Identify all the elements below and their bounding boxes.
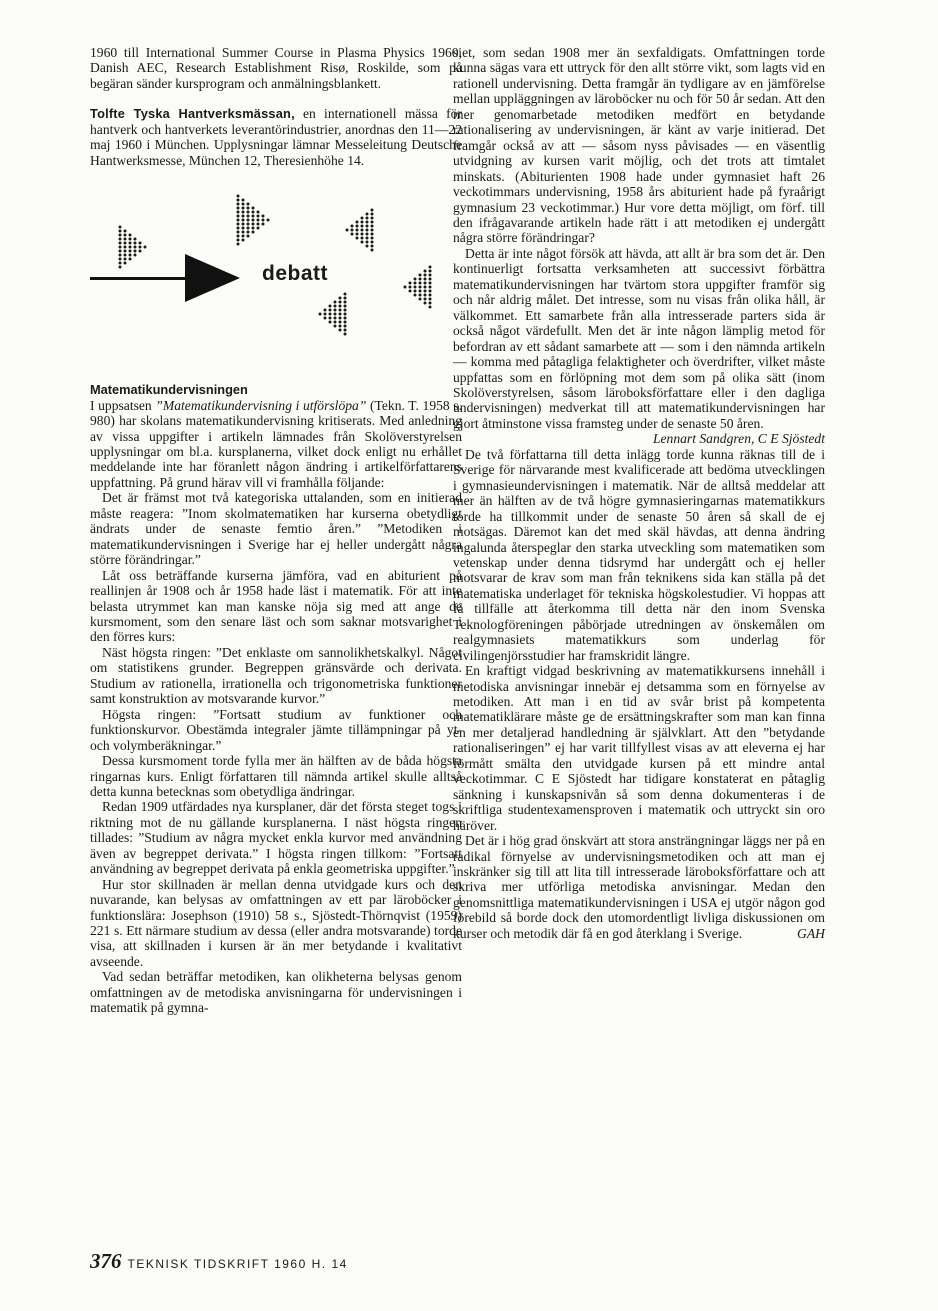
- dot: [237, 235, 240, 238]
- dot: [414, 278, 417, 281]
- article-para-3: Låt oss beträffande kurserna jämföra, vad en abiturient på reallinjen år 1908 och år 1958 hade läst i matematik. För att inte belasta utrymmet kan man kanske nöja sig med att ange de kursmoment, som den senare läst och som saknar motsvarighet i den förres kurs:: [90, 567, 462, 645]
- debatt-label: debatt: [262, 262, 328, 286]
- dot: [356, 233, 359, 236]
- dot: [134, 250, 137, 253]
- article-para-6: Dessa kursmoment torde fylla mer än hälften av de båda högsta ringarnas kurs. Enligt författaren till nämnda artikel skulle alltså detta kunna betecknas som obetydliga ändringar.: [90, 753, 462, 799]
- dot: [119, 238, 122, 241]
- dot: [329, 305, 332, 308]
- dot: [247, 215, 250, 218]
- dot: [124, 230, 127, 233]
- dot-cluster: [346, 209, 374, 252]
- dot: [344, 301, 347, 304]
- dot: [366, 245, 369, 248]
- dot: [237, 227, 240, 230]
- dot: [252, 207, 255, 210]
- article-para-8: Hur stor skillnaden är mellan denna utvidgade kurs och den nuvarande, kan belysas av omfattningen av ett par läroböcker i funktionslära: Josephson (1910) 58 s., Sjöstedt-Thörnqvist (1959) 221 s. Ett närmare studium av dessa (eller andra motsvarande) torde visa, att skillnaden i kursen är än mer betydande i kvalitativt avseende.: [90, 876, 462, 969]
- dot: [334, 301, 337, 304]
- dot: [339, 317, 342, 320]
- dot: [371, 213, 374, 216]
- dot: [361, 233, 364, 236]
- dot: [344, 325, 347, 328]
- dot: [356, 229, 359, 232]
- dot: [429, 290, 432, 293]
- dot: [124, 246, 127, 249]
- dot: [334, 313, 337, 316]
- dot: [247, 211, 250, 214]
- dot: [339, 305, 342, 308]
- dot: [237, 203, 240, 206]
- dot-cluster: [237, 195, 270, 246]
- dot: [139, 246, 142, 249]
- journal-name: TEKNISK TIDSKRIFT 1960 H. 14: [127, 1257, 348, 1271]
- article-para-5: Högsta ringen: ”Fortsatt studium av funktioner och funktionskurvor. Obestämda integraler jämte tillämpningar på yt- och volymberäkningar.”: [90, 706, 462, 753]
- dot: [424, 298, 427, 301]
- course-notice: 1960 till International Summer Course in Plasma Physics 1960, Danish AEC, Research Establishment Risø, Roskilde, som på begäran sänder kursprogram och anmälningsblankett.: [90, 45, 462, 91]
- dot: [257, 227, 260, 230]
- dot: [237, 215, 240, 218]
- article-para-2: Det är främst mot två kategoriska uttalanden, som en initierad måste reagera: ”Inom skolmatematiken har kurserna obetydligt ändrats under de senaste femtio åren.” ”Metodiken i matematikundervisningen i Sverige har ej heller undergått några större förändringar.”: [90, 490, 462, 568]
- dot: [419, 290, 422, 293]
- editor-signature: GAH: [797, 925, 825, 941]
- dot: [371, 225, 374, 228]
- dot: [366, 229, 369, 232]
- article-para-4: Näst högsta ringen: ”Det enklaste om sannolikhetskalkyl. Något om statistikens grunder. Begreppen gränsvärde och derivata. Studium av rationella, irrationella och trigonometriska funktioner samt konstruktion av motsvarande kurvor.”: [90, 644, 462, 707]
- dot: [344, 309, 347, 312]
- dot: [119, 234, 122, 237]
- dot: [361, 237, 364, 240]
- dot: [371, 237, 374, 240]
- dot: [419, 294, 422, 297]
- dot-cluster: [119, 226, 147, 269]
- dot: [139, 250, 142, 253]
- dot: [242, 235, 245, 238]
- dot: [346, 229, 349, 232]
- dot: [424, 290, 427, 293]
- dot: [404, 286, 407, 289]
- dot: [351, 225, 354, 228]
- dot: [361, 225, 364, 228]
- dot: [119, 226, 122, 229]
- dot: [247, 207, 250, 210]
- dot: [324, 313, 327, 316]
- reply-para-3: Det är i hög grad önskvärt att stora ansträngningar läggs ner på en radikal förnyelse av undervisningsmetodiken och att man ej inskränker sig till att lita till intresserade läroboksförfattare och att skriva mer utförliga metodiska anvisningar. Medan den genomsnittliga matematikundervisningen i USA ej utgör någon god förebild så borde dock den utomordentligt livliga diskussionen om kurser och metodik där få en god återklang i Sverige. GAH: [453, 833, 825, 941]
- arrow-shaft: [90, 277, 190, 280]
- dot: [344, 329, 347, 332]
- article-continued: siet, som sedan 1908 mer än sexfaldigats. Omfattningen torde kunna sägas vara ett uttryck för den allt större vikt, som lagts vid en rationell undervisning. Detta framgår än tydligare av en jämförelse mellan uppläggningen av läroböcker nu och för 50 år sedan. Att den mer genomarbetade metodiken medfört en betydande rationalisering av undervisningen, är känt av varje initierad. Det framgår också av att — såsom nyss påvisades — en väsentlig utvidgning av kursen varit möjlig, och det trots att timtalet minskats. (Abiturienten 1908 hade under gymnasiet haft 26 veckotimmars undervisning, 1958 års abiturient hade på fyraårigt gymnasium 23 veckotimmar.) Hur vore detta möjligt, om förf. till den ifrågavarande artikeln hade rätt i att metodiken ej undergått några större förändringar?: [453, 45, 825, 246]
- dot: [344, 333, 347, 336]
- dot: [252, 223, 255, 226]
- dot: [242, 203, 245, 206]
- section-title: Matematikundervisningen: [90, 382, 248, 398]
- dot: [424, 302, 427, 305]
- page-number: 376: [90, 1249, 122, 1273]
- article-para-1: I uppsatsen ”Matematikundervisning i utförslöpa” (Tekn. T. 1958 s. 980) har skolans matematikundervisning kritiserats. Med anledning av vissa uppgifter i artikeln lämnades från Skolöverstyrelsen upplysningar om bl.a. kursplanerna, vilket dock enligt nu erhållet meddelande inte har föranlett någon ändring i artikelförfattarens uppfattning. På grund härav vill vi framhålla följande:: [90, 397, 463, 490]
- dot: [339, 301, 342, 304]
- dot: [351, 229, 354, 232]
- dot: [339, 325, 342, 328]
- dot: [129, 246, 132, 249]
- dot: [429, 274, 432, 277]
- dot: [424, 282, 427, 285]
- dot: [366, 213, 369, 216]
- dot-cluster: [404, 266, 432, 309]
- dot: [356, 225, 359, 228]
- dot: [129, 250, 132, 253]
- dot: [242, 215, 245, 218]
- dot: [267, 219, 270, 222]
- dot: [344, 313, 347, 316]
- dot: [262, 215, 265, 218]
- dot: [371, 229, 374, 232]
- dot: [237, 207, 240, 210]
- dot: [334, 321, 337, 324]
- dot: [242, 211, 245, 214]
- dot: [124, 234, 127, 237]
- dot: [237, 243, 240, 246]
- dot: [237, 211, 240, 214]
- dot: [119, 242, 122, 245]
- dot: [361, 221, 364, 224]
- dot: [424, 294, 427, 297]
- dot: [361, 229, 364, 232]
- dot: [124, 258, 127, 261]
- dot: [429, 298, 432, 301]
- left-column: [90, 45, 462, 1016]
- debatt-banner: [90, 182, 462, 372]
- dot: [237, 223, 240, 226]
- dot: [371, 249, 374, 252]
- page-footer: [90, 1249, 348, 1274]
- dot: [124, 250, 127, 253]
- dot: [242, 227, 245, 230]
- dot: [242, 199, 245, 202]
- dot: [371, 241, 374, 244]
- dot: [257, 215, 260, 218]
- dot: [119, 230, 122, 233]
- dot: [329, 313, 332, 316]
- dot: [371, 221, 374, 224]
- dot: [262, 219, 265, 222]
- dot: [429, 282, 432, 285]
- dot: [324, 317, 327, 320]
- dot: [339, 313, 342, 316]
- dot: [119, 258, 122, 261]
- dot: [237, 199, 240, 202]
- dot: [129, 258, 132, 261]
- dot: [334, 317, 337, 320]
- dot: [242, 239, 245, 242]
- dot-cluster: [319, 293, 347, 336]
- dot: [329, 309, 332, 312]
- dot: [237, 239, 240, 242]
- dot: [329, 321, 332, 324]
- dot: [371, 233, 374, 236]
- dot: [344, 321, 347, 324]
- dot: [339, 321, 342, 324]
- article-para-7: Redan 1909 utfärdades nya kursplaner, där det första steget togs i riktning mot de nu gällande kursplanerna. I näst högsta ringen tillades: ”Studium av några mycket enkla kurvor med användning även av begreppet derivata.” I högsta ringen tillkom: ”Fortsatt användning av begreppet derivata på enkla geometriska uppgifter.”: [90, 799, 462, 877]
- dot: [252, 211, 255, 214]
- dot: [119, 246, 122, 249]
- dot: [134, 242, 137, 245]
- reply-para-2: En kraftigt vidgad beskrivning av matematikkursens innehåll i metodiska anvisningar innebär ej detsamma som en förnyelse av metodiken. Att man i en tid av svår brist på kompetenta matematiklärare måste ge de ersättningskrafter som man kan finna en mer detaljerad handledning är självklart. Att den ”betydande rationaliseringen” ej har varit tillfyllest visas av att eleverna ej har förmått smälta den utvidgade kursen på ett mindre antal veckotimmar. C E Sjöstedt har tidigare konstaterat en påtaglig sänkning i kunskapsnivån så som denna dokumenteras i de skriftliga studentexamensproven i matematik och uttryckt sin oro häröver.: [453, 663, 825, 833]
- dot: [429, 270, 432, 273]
- dot: [344, 293, 347, 296]
- dot: [429, 294, 432, 297]
- dot: [334, 325, 337, 328]
- dot: [344, 297, 347, 300]
- dot: [344, 317, 347, 320]
- dot: [119, 250, 122, 253]
- dot: [356, 221, 359, 224]
- dot: [419, 286, 422, 289]
- dot: [429, 302, 432, 305]
- dot: [424, 270, 427, 273]
- dot: [366, 241, 369, 244]
- dot: [247, 219, 250, 222]
- dot: [242, 231, 245, 234]
- dot: [366, 233, 369, 236]
- dot: [237, 219, 240, 222]
- dot: [119, 254, 122, 257]
- dot: [124, 242, 127, 245]
- reply-para-1: De två författarna till detta inlägg torde kunna räknas till de i Sverige för närvarande mest kvalificerade att bedöma utvecklingen i gymnasieundervisningen i matematik. När de alltså meddelar att mer än hälften av de två högre gymnasieringarnas matematikkurs torde ha tillkommit under de senaste 50 åren så skall de ej motsägas. Däremot kan det med skäl hävdas, att denna ändring ingalunda återspeglar den starka utveckling som matematiken som vetenskap under denna tidsrymd har undergått och ej heller motsvarar de krav som man från teknikens sida kan ställa på det matematiska underlaget för tekniska högskolestudier. Vi hoppas att få tillfälle att återkomma till detta när den inom Svenska Teknologföreningen påbörjade utredningen av önskemålen om realgymnasiets matematikkurs som underlag för civilingenjörsstudier har framskridit längre.: [453, 446, 825, 663]
- right-column: [453, 45, 825, 941]
- dot: [247, 203, 250, 206]
- dot: [324, 309, 327, 312]
- dot: [424, 278, 427, 281]
- dot: [429, 278, 432, 281]
- dot: [366, 225, 369, 228]
- dot: [361, 241, 364, 244]
- dot: [134, 238, 137, 241]
- dot: [129, 254, 132, 257]
- fair-title: Tolfte Tyska Hantverksmässan,: [90, 106, 295, 122]
- dot: [124, 238, 127, 241]
- dot: [144, 246, 147, 249]
- article-para-9: Vad sedan beträffar metodiken, kan olikheterna belysas genom omfattningen av de metodiska anvisningarna för undervisningen i matematik på gymna-: [90, 969, 462, 1016]
- dot: [247, 235, 250, 238]
- dot: [371, 245, 374, 248]
- dot: [252, 215, 255, 218]
- dot: [252, 227, 255, 230]
- dot: [247, 227, 250, 230]
- dot: [242, 219, 245, 222]
- dot: [366, 217, 369, 220]
- dot: [237, 195, 240, 198]
- dot: [242, 223, 245, 226]
- dot: [334, 305, 337, 308]
- dot: [424, 286, 427, 289]
- dot: [119, 262, 122, 265]
- dot: [124, 262, 127, 265]
- dot: [409, 282, 412, 285]
- dot: [257, 223, 260, 226]
- dot: [361, 217, 364, 220]
- dot: [319, 313, 322, 316]
- dot: [134, 254, 137, 257]
- dot: [339, 329, 342, 332]
- dot: [119, 266, 122, 269]
- dot: [139, 242, 142, 245]
- dot: [247, 231, 250, 234]
- arrow-head: [185, 254, 240, 302]
- article-para-10: Detta är inte något försök att hävda, att allt är bra som det är. Den kontinuerligt fortsatta verksamheten att successivt förbättra matematikundervisningen har tvärtom stora uppgifter framför sig och når aldrig målet. Det intresse, som nu visas från olika håll, är välkommet. Ett samarbete från alla intresserade parters sida är också något värdefullt. Men det är inte någon lämplig metod för befordran av ett sådant samarbete att — som i den nämnda artikeln — komma med påtagliga felaktigheter och överdrifter, vilket måste uppfattas som en förlöpning mot dem som på olika sätt (inom Skolöverstyrelsen, såsom läroboksförfattare eller i den dagliga undervisningen) medverkat till att matematikundervisningen har gjort åtminstone vissa framsteg under de senaste 50 åren. Lennart Sandgren, C E Sjöstedt: [453, 245, 825, 447]
- dot: [134, 246, 137, 249]
- dot: [414, 294, 417, 297]
- dot: [414, 282, 417, 285]
- dot: [257, 211, 260, 214]
- dot: [366, 237, 369, 240]
- dot: [429, 266, 432, 269]
- dot: [124, 254, 127, 257]
- dot: [371, 217, 374, 220]
- fair-notice: [90, 106, 462, 168]
- dot: [237, 231, 240, 234]
- dot: [429, 306, 432, 309]
- dot: [247, 223, 250, 226]
- dot: [414, 290, 417, 293]
- dot: [409, 286, 412, 289]
- cited-title: ”Matematikundervisning i utförslöpa”: [155, 397, 367, 413]
- dot: [351, 233, 354, 236]
- dot: [419, 298, 422, 301]
- dot: [257, 219, 260, 222]
- dot: [371, 209, 374, 212]
- dot: [419, 278, 422, 281]
- dot: [329, 317, 332, 320]
- dot: [344, 305, 347, 308]
- dot: [252, 231, 255, 234]
- dot: [242, 207, 245, 210]
- dot: [414, 286, 417, 289]
- dot: [334, 309, 337, 312]
- dot: [339, 309, 342, 312]
- dot: [424, 274, 427, 277]
- dot: [429, 286, 432, 289]
- dot: [339, 297, 342, 300]
- dot: [419, 274, 422, 277]
- dot: [129, 234, 132, 237]
- dot: [129, 238, 132, 241]
- fair-body: en internationell mässa för hantverk och hantverkets leverantörindustrier, anordnas den 11—22 maj 1960 i München. Upplysningar lämnar Messeleitung Deutsche Hantwerksmesse, München 12, Theresienhöhe 14.: [90, 106, 462, 168]
- author-signature: Lennart Sandgren, C E Sjöstedt: [652, 431, 825, 447]
- dot: [356, 237, 359, 240]
- dot: [409, 290, 412, 293]
- dot: [366, 221, 369, 224]
- dot: [129, 242, 132, 245]
- dot: [252, 219, 255, 222]
- dot: [262, 223, 265, 226]
- dot: [419, 282, 422, 285]
